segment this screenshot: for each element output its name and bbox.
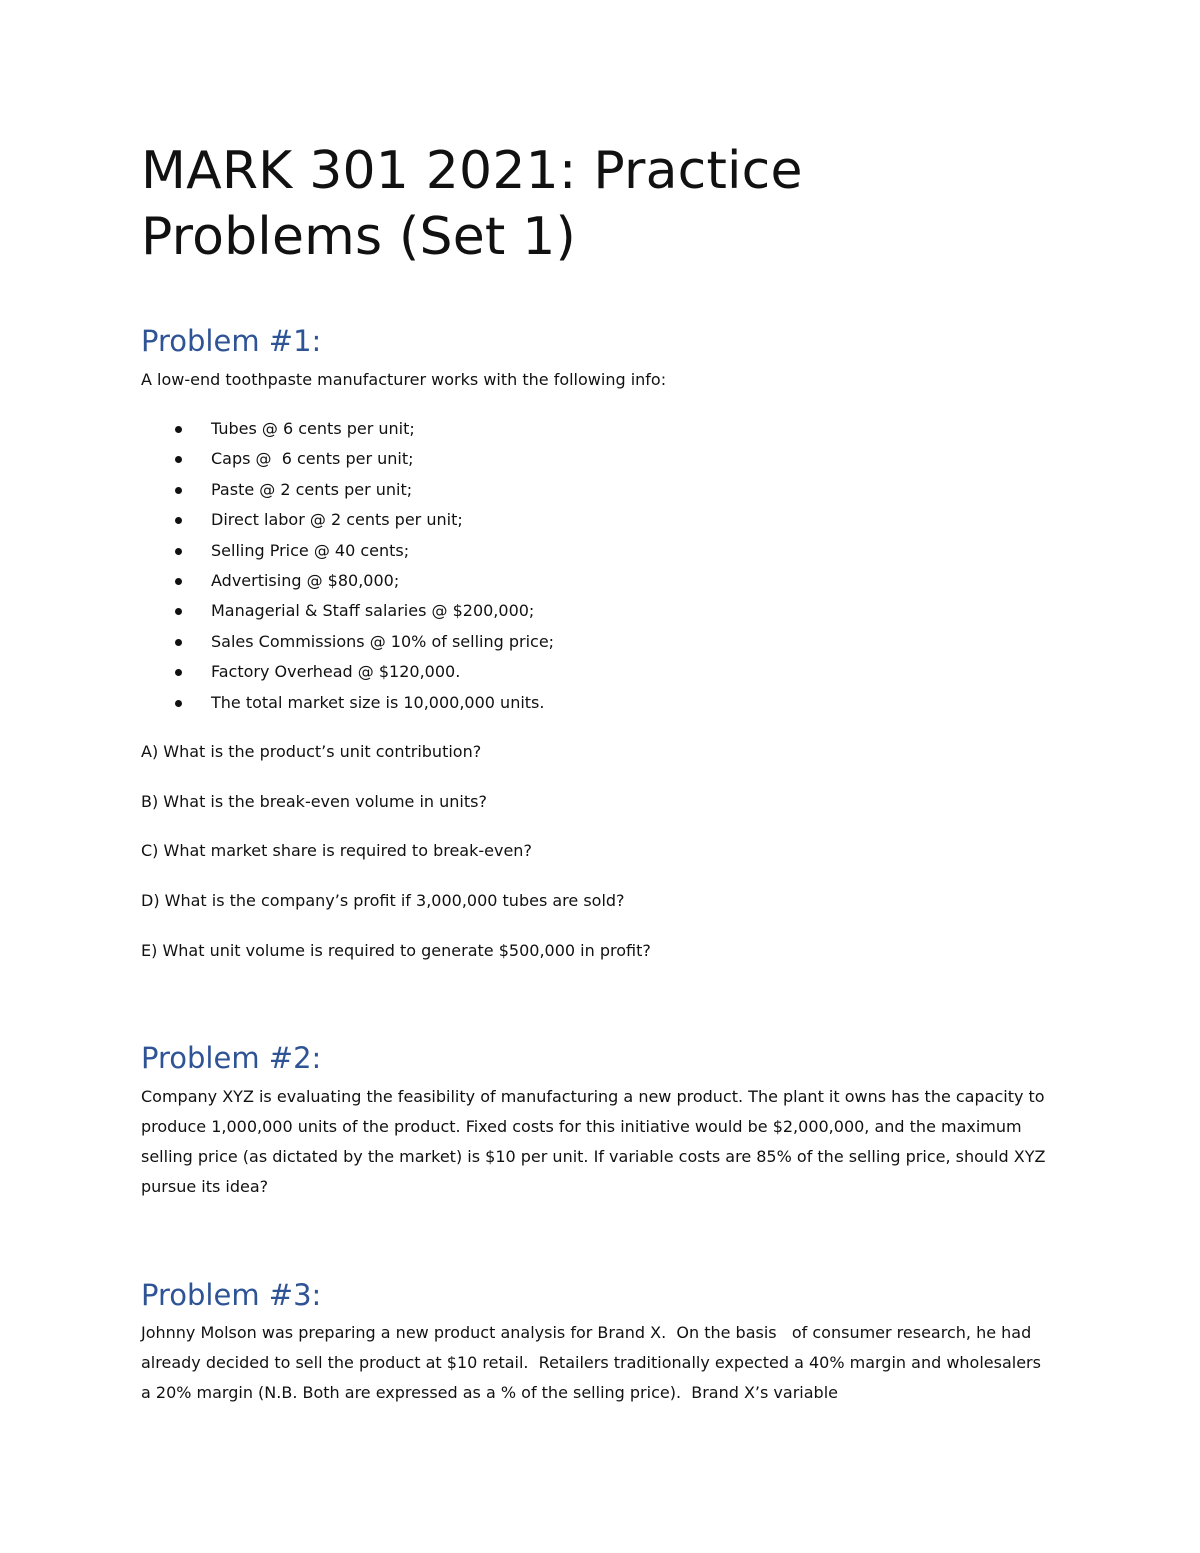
problem-2-text: Company XYZ is evaluating the feasibility of manufacturing a new product. The plant it owns has the capacity to produce 1,000,000 units of the product. Fixed costs for this initiative would be $2,000,000, and the maximum selling price (as dictated by the market) is $10 per unit. If variable costs are 85% of the selling price, should XYZ pursue its idea? xyxy=(141,1087,1046,1196)
list-item: Factory Overhead @ $120,000. xyxy=(141,657,554,687)
document-title: MARK 301 2021: Practice Problems (Set 1) xyxy=(141,141,803,267)
question-b: B) What is the break-even volume in units? xyxy=(141,792,487,811)
question-e: E) What unit volume is required to generate $500,000 in profit? xyxy=(141,941,651,960)
list-item: Sales Commissions @ 10% of selling price; xyxy=(141,627,554,657)
list-item: Managerial & Staff salaries @ $200,000; xyxy=(141,596,554,626)
question-a: A) What is the product’s unit contribution? xyxy=(141,742,482,761)
problem-1-intro: A low-end toothpaste manufacturer works with the following info: xyxy=(141,370,667,389)
bullet-icon xyxy=(175,578,182,585)
bullet-icon xyxy=(175,608,182,615)
list-item: Direct labor @ 2 cents per unit; xyxy=(141,505,554,535)
question-d: D) What is the company’s profit if 3,000,000 tubes are sold? xyxy=(141,891,625,910)
list-item: Selling Price @ 40 cents; xyxy=(141,536,554,566)
list-item: Paste @ 2 cents per unit; xyxy=(141,475,554,505)
bullet-icon xyxy=(175,487,182,494)
bullet-icon xyxy=(175,517,182,524)
bullet-icon xyxy=(175,669,182,676)
question-c: C) What market share is required to break-even? xyxy=(141,841,532,860)
list-item: The total market size is 10,000,000 units. xyxy=(141,688,554,718)
bullet-icon xyxy=(175,426,182,433)
problem-3-heading: Problem #3: xyxy=(141,1278,322,1312)
problem-3-text: Johnny Molson was preparing a new product analysis for Brand X. On the basis of consumer research, he had already decided to sell the product at $10 retail. Retailers traditionally expected a 40% margin and wholesalers a 20% margin (N.B. Both are expressed as a % of the selling price). Brand X’s variable xyxy=(141,1323,1047,1402)
problem-2-heading: Problem #2: xyxy=(141,1041,322,1075)
bullet-icon xyxy=(175,639,182,646)
bullet-icon xyxy=(175,548,182,555)
problem-1-cost-list xyxy=(141,414,554,718)
list-item: Tubes @ 6 cents per unit; xyxy=(141,414,554,444)
list-item: Caps @ 6 cents per unit; xyxy=(141,444,554,474)
bullet-icon xyxy=(175,456,182,463)
bullet-icon xyxy=(175,700,182,707)
list-item: Advertising @ $80,000; xyxy=(141,566,554,596)
problem-1-heading: Problem #1: xyxy=(141,324,322,358)
